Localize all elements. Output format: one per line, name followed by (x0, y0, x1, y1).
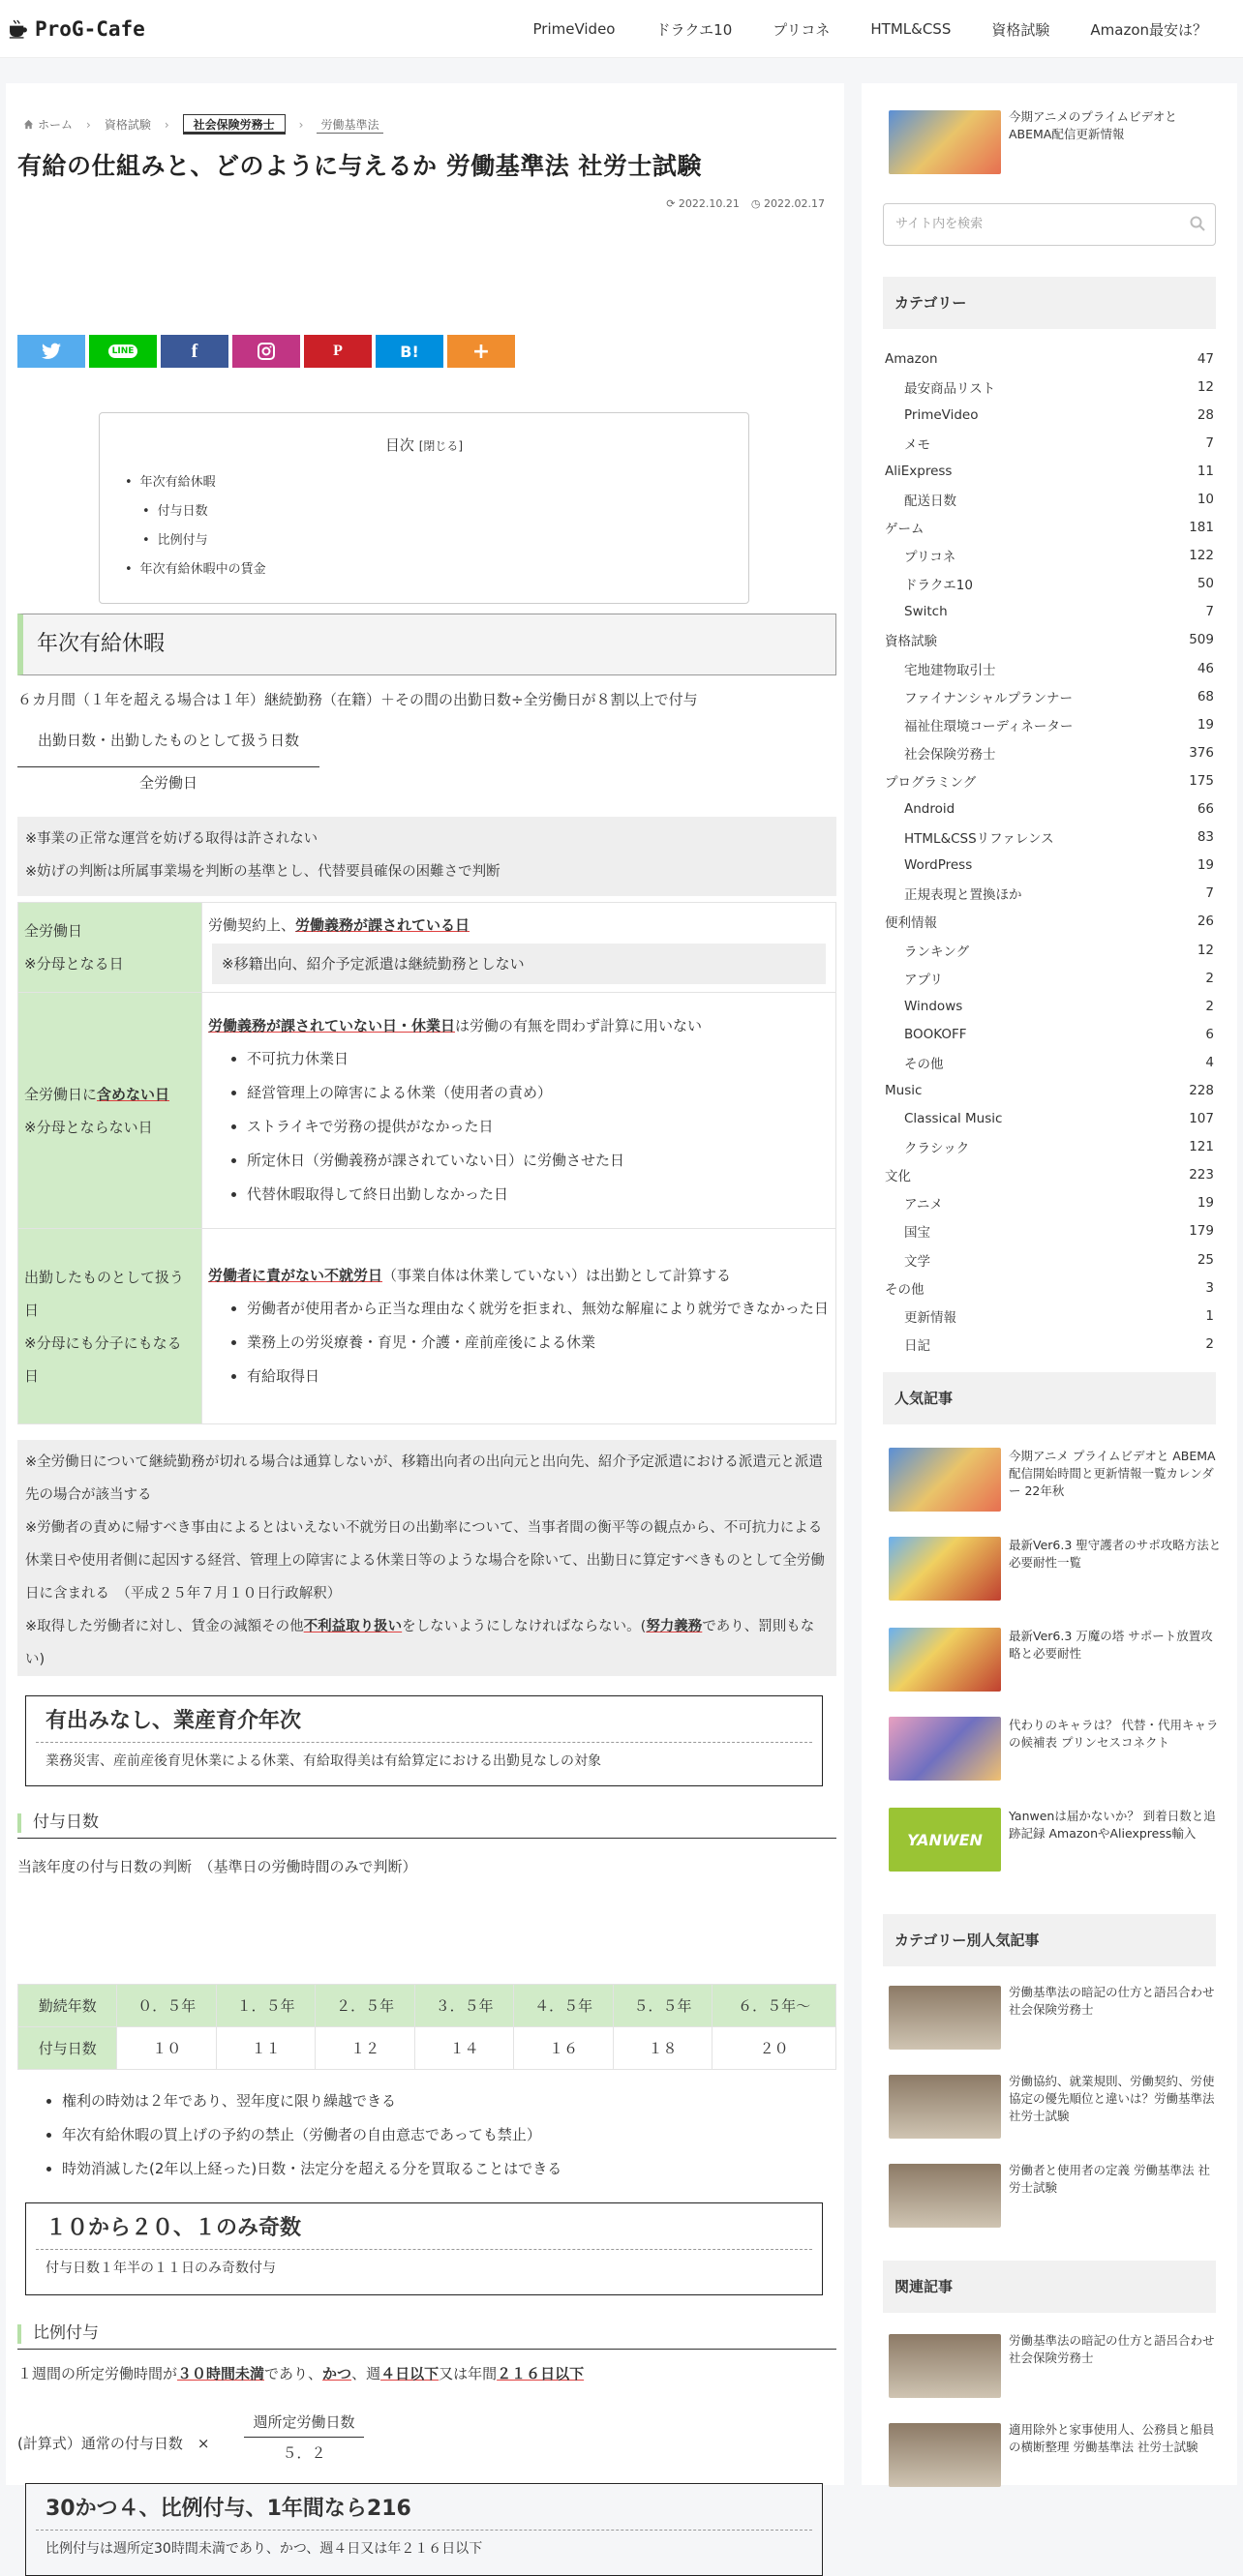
table-cell: ２０ (712, 2027, 836, 2070)
category-count: 28 (1197, 406, 1214, 423)
fraction-line (17, 766, 319, 767)
memo-body: 付与日数１年半の１１日のみ奇数付与 (45, 2261, 276, 2276)
post-dates (666, 197, 825, 210)
toc-item[interactable]: • 比例付与 (125, 526, 748, 555)
category-label: 資格試験 (885, 634, 937, 650)
list-item: • 労働者が使用者から正当な理由なく就労を拒まれ、無効な解雇により就労できなかった日 (247, 1292, 830, 1326)
top-post-title[interactable]: 今期アニメのプライムビデオと ABEMA配信更新情報 (1009, 109, 1177, 141)
category-label: その他 (885, 1281, 925, 1298)
main-nav (513, 0, 1228, 58)
facebook-share-button[interactable] (161, 335, 228, 368)
note-line: ※事業の正常な運営を妨げる取得は許されない (25, 831, 318, 847)
refresh-icon: ⟳ (666, 197, 679, 210)
category-item[interactable] (885, 429, 1214, 457)
category-label: アプリ (904, 972, 943, 988)
table-header-cell: 出勤したものとして扱う日 ※分母にも分子にもなる日 (18, 1229, 202, 1424)
fraction-denominator: 全労働日 (138, 774, 197, 792)
category-count: 509 (1189, 632, 1214, 648)
fraction-numerator: 出勤日数・出勤したものとして扱う日数 (37, 732, 299, 749)
table-cell: 労働契約上、労働義務が課されている日 ※移籍出向、紹介予定派遣は継続勤務としない (202, 903, 836, 993)
fraction-line (244, 2437, 364, 2438)
post-thumbnail[interactable]: YANWEN (889, 1808, 1001, 1872)
toc-item[interactable]: • 年次有給休暇 (125, 468, 748, 497)
category-item[interactable] (885, 542, 1214, 570)
category-item[interactable] (885, 738, 1214, 766)
search-input[interactable]: サイト内を検索 (883, 203, 1216, 246)
pinterest-share-button[interactable] (304, 335, 372, 368)
category-count: 46 (1197, 660, 1214, 676)
table-header-cell: 勤続年数 (18, 1985, 117, 2027)
section-heading-nenkyu: 年次有給休暇 (17, 614, 836, 675)
note-line: ※取得した労働者に対し、賃金の減額その他不利益取り扱いをしないようにしなければならない。(努力義務であり、罰則もない) (25, 1619, 815, 1667)
category-label: Android (904, 801, 955, 818)
note-line: ※労働者の責めに帰すべき事由によるとはいえない不就労日の出勤率について、当事者間の衡平等の観点から、不可抗力による休業日や使用者側に起因する経営、管理上の障害による休業日等のような場合を除いて、出勤日に算定すべきものとして全労働日に含まれる （平成２５年７月１０日行政解釈） (25, 1520, 825, 1602)
table-cell: １１ (216, 2027, 315, 2070)
category-item[interactable] (885, 373, 1214, 401)
category-count: 2 (1205, 970, 1214, 986)
category-label: 文学 (904, 1253, 930, 1270)
twitter-icon (42, 343, 61, 360)
more-share-button[interactable] (447, 335, 515, 368)
table-of-contents (99, 412, 749, 604)
category-item[interactable] (885, 401, 1214, 429)
category-label: 配送日数 (904, 494, 956, 510)
twitter-share-button[interactable] (17, 335, 85, 368)
category-label: Music (885, 1082, 923, 1098)
category-item[interactable] (885, 457, 1214, 485)
category-label: Amazon (885, 350, 938, 367)
table-cell: １４ (414, 2027, 513, 2070)
category-count: 66 (1197, 801, 1214, 818)
note-box (17, 1440, 836, 1676)
memo-body: 比例付与は週所定30時間未満であり、かつ、週４日又は年２１６日以下 (45, 2541, 483, 2557)
post-thumbnail[interactable] (889, 2334, 1001, 2398)
coffee-cup-icon (8, 18, 29, 40)
toc-list (125, 468, 748, 584)
category-label: 最安商品リスト (904, 380, 996, 397)
category-count: 6 (1205, 1026, 1214, 1042)
category-item[interactable] (885, 682, 1214, 710)
section-heading-hirei: 比例付与 (17, 2317, 836, 2350)
table-cell: ３．５年 (414, 1985, 513, 2027)
category-item[interactable] (885, 964, 1214, 992)
catpop-post-title[interactable]: 労働基準法の暗記の仕方と語呂合わせ 社会保険労務士 (1009, 1985, 1215, 2017)
category-label: 日記 (904, 1337, 930, 1354)
category-count: 4 (1205, 1054, 1214, 1070)
table-cell: １８ (613, 2027, 712, 2070)
popular-post-title[interactable]: 今期アニメ プライムビデオと ABEMA配信開始時間と更新情報一覧カレンダー 22年秋 (1009, 1449, 1216, 1498)
share-buttons (17, 335, 515, 368)
category-label: 福祉住環境コーディネーター (904, 718, 1074, 734)
post-thumbnail[interactable] (889, 110, 1001, 174)
table-cell: 労働義務が課されていない日・休業日は労働の有無を問わず計算に用いない • 不可抗力休業日 • 経営管理上の障害による休業（使用者の責め） • ストライキで労務の提供がなかった日 • 所定休日（労働義務が課されていない日）に労働させた日 • 代替休暇取得して終日出勤しなかった日 (202, 993, 836, 1229)
category-count: 50 (1197, 576, 1214, 592)
category-count: 25 (1197, 1251, 1214, 1268)
table-header-cell: 全労働日 ※分母となる日 (18, 903, 202, 993)
list-item: • 時効消滅した(2年以上経った)日数・法定分を超える分を買取ることはできる (62, 2152, 561, 2186)
toc-item[interactable]: • 年次有給休暇中の賃金 (125, 555, 748, 584)
nav-exam[interactable]: 資格試験 (991, 20, 1050, 39)
table-row (18, 1985, 836, 2027)
note-box (17, 817, 836, 896)
line-icon: LINE (108, 344, 138, 358)
category-label: 更新情報 (904, 1309, 956, 1326)
clock-icon: ◷ (750, 197, 765, 210)
list-item: • 権利の時効は２年であり、翌年度に限り繰越できる (62, 2084, 561, 2118)
category-item[interactable] (885, 1330, 1214, 1358)
popular-post-title[interactable]: 最新Ver6.3 万魔の塔 サポート放置攻略と必要耐性 (1009, 1629, 1213, 1661)
toc-header (100, 434, 748, 455)
category-item[interactable] (885, 880, 1214, 908)
category-count: 223 (1189, 1167, 1214, 1183)
workday-table (17, 902, 836, 1424)
section1-lead: ６カ月間（１年を超える場合は１年）継続勤務（在籍）＋その間の出勤日数÷全労働日が８割以上で付与 (17, 691, 698, 708)
logo-text: ProG-Cafe (35, 17, 145, 41)
category-item[interactable] (885, 1161, 1214, 1189)
catpop-post-title[interactable]: 労働者と使用者の定義 労働基準法 社労士試験 (1009, 2163, 1210, 2195)
category-count: 19 (1197, 716, 1214, 733)
article-main (6, 83, 844, 2557)
section3-lead: １週間の所定労働時間が３０時間未満であり、かつ、週４日以下又は年間２１６日以下 (17, 2365, 585, 2382)
category-item[interactable] (885, 1020, 1214, 1048)
category-item[interactable] (885, 1105, 1214, 1133)
chevron-right-icon: › (298, 117, 304, 132)
sidebar (862, 83, 1237, 2485)
section-heading-fuyo: 付与日数 (17, 1806, 836, 1839)
inner-note: ※移籍出向、紹介予定派遣は継続勤務としない (212, 944, 826, 984)
table-cell: １６ (514, 2027, 613, 2070)
nav-priconne[interactable]: プリコネ (773, 20, 831, 39)
category-count: 376 (1189, 744, 1214, 761)
category-label: Classical Music (904, 1111, 1003, 1127)
category-item[interactable] (885, 485, 1214, 513)
table-cell: ６．５年～ (712, 1985, 836, 2027)
category-label: プリコネ (904, 550, 956, 566)
category-item[interactable] (885, 1273, 1214, 1302)
home-icon (23, 119, 34, 130)
table-cell: ４．５年 (514, 1985, 613, 2027)
related-post-title[interactable]: 適用除外と家事使用人、公務員と船員の横断整理 労働基準法 社労士試験 (1009, 2422, 1215, 2454)
post-thumbnail[interactable] (889, 1628, 1001, 1692)
list-item: • 代替休暇取得して終日出勤しなかった日 (247, 1178, 830, 1212)
catpop-widget-title: カテゴリー別人気記事 (883, 1914, 1216, 1966)
list-item: • 有給取得日 (247, 1360, 830, 1393)
category-label: HTML&CSSリファレンス (904, 831, 1054, 848)
nav-amazon[interactable]: Amazon最安は？ (1090, 20, 1207, 39)
table-cell: １．５年 (216, 1985, 315, 2027)
post-thumbnail[interactable] (889, 2423, 1001, 2487)
formula-numerator: 週所定労働日数 (253, 2413, 355, 2431)
list-item: • 不可抗力休業日 (247, 1042, 830, 1076)
memo-box (25, 2202, 823, 2295)
category-count: 228 (1189, 1082, 1214, 1098)
instagram-icon (257, 342, 276, 361)
table-row (18, 993, 836, 1229)
category-label: 便利情報 (885, 915, 937, 932)
category-item[interactable] (885, 992, 1214, 1020)
toc-toggle[interactable]: [閉じる] (418, 439, 464, 453)
category-count: 83 (1197, 829, 1214, 846)
nav-dq10[interactable]: ドラクエ10 (655, 20, 733, 39)
post-thumbnail[interactable] (889, 1448, 1001, 1512)
memo-box (25, 2483, 823, 2576)
memo-title: 30かつ４、比例付与、1年間なら216 (36, 2484, 812, 2531)
toc-title: 目次 (384, 436, 414, 454)
site-logo[interactable] (8, 14, 145, 45)
memo-title: 有出みなし、業産育介年次 (36, 1696, 812, 1743)
grant-days-table (17, 1984, 836, 2070)
deemed-list (247, 1292, 830, 1393)
section2-lead: 当該年度の付与日数の判断 （基準日の労働時間のみで判断） (17, 1858, 417, 1875)
category-count: 7 (1205, 604, 1214, 620)
memo-title: １０から２０、１のみ奇数 (36, 2203, 812, 2250)
list-item: • 経営管理上の障害による休業（使用者の責め） (247, 1076, 830, 1110)
table-cell: ０．５年 (117, 1985, 216, 2027)
table-cell: 労働者に責がない不就労日（事業自体は休業していない）は出勤として計算する • 労働者が使用者から正当な理由なく就労を拒まれ、無効な解雇により就労できなかった日 • 業務上の労災療養・育児・介護・産前産後による休業 • 有給取得日 (202, 1229, 836, 1424)
list-item: • 年次有給休暇の買上げの予約の禁止（労働者の自由意志であっても禁止） (62, 2118, 561, 2152)
hatena-icon: B! (400, 342, 419, 361)
category-count: 1 (1205, 1307, 1214, 1324)
post-thumbnail[interactable] (889, 2164, 1001, 2228)
category-item[interactable] (885, 570, 1214, 598)
hatena-share-button[interactable] (376, 335, 443, 368)
category-label: アニメ (904, 1197, 943, 1213)
chevron-right-icon: › (164, 117, 169, 132)
category-count: 11 (1197, 463, 1214, 479)
category-count: 107 (1189, 1111, 1214, 1127)
category-item[interactable] (885, 626, 1214, 654)
category-count: 175 (1189, 772, 1214, 789)
category-label: Windows (904, 998, 963, 1014)
toc-item[interactable]: • 付与日数 (125, 497, 748, 526)
category-item[interactable] (885, 1048, 1214, 1076)
category-count: 12 (1197, 378, 1214, 395)
category-label: Switch (904, 604, 948, 620)
category-label: その他 (904, 1056, 944, 1072)
post-thumbnail[interactable] (889, 1717, 1001, 1781)
table-cell: １２ (316, 2027, 414, 2070)
category-label: 文化 (885, 1169, 911, 1185)
category-count: 122 (1189, 548, 1214, 564)
category-item[interactable] (885, 1133, 1214, 1161)
category-item[interactable] (885, 1302, 1214, 1330)
category-label: WordPress (904, 857, 973, 874)
category-count: 10 (1197, 492, 1214, 508)
breadcrumb-home[interactable]: ホーム (38, 118, 74, 132)
category-item[interactable] (885, 344, 1214, 373)
category-label: ランキング (904, 944, 970, 960)
post-thumbnail[interactable] (889, 2075, 1001, 2139)
category-label: BOOKOFF (904, 1026, 967, 1042)
category-label: 国宝 (904, 1225, 930, 1242)
category-item[interactable] (885, 1189, 1214, 1217)
category-label: PrimeVideo (904, 406, 979, 423)
category-count: 19 (1197, 857, 1214, 874)
category-item[interactable] (885, 936, 1214, 964)
category-item[interactable] (885, 824, 1214, 852)
related-post-title[interactable]: 労働基準法の暗記の仕方と語呂合わせ 社会保険労務士 (1009, 2333, 1215, 2365)
category-label: 正規表現と置換ほか (904, 887, 1022, 904)
nav-htmlcss[interactable]: HTML&CSS (870, 20, 952, 38)
breadcrumb (23, 114, 383, 135)
table-header-cell: 付与日数 (18, 2027, 117, 2070)
table-cell: ５．５年 (613, 1985, 712, 2027)
table-row (18, 903, 836, 993)
category-label: プログラミング (885, 774, 977, 791)
facebook-icon: f (191, 340, 198, 362)
pinterest-icon: P (333, 343, 343, 359)
chevron-right-icon: › (86, 117, 91, 132)
category-item[interactable] (885, 1245, 1214, 1273)
category-count: 47 (1197, 350, 1214, 367)
category-item[interactable] (885, 598, 1214, 626)
page-title: 有給の仕組みと、どのように与えるか 労働基準法 社労士試験 (17, 152, 702, 180)
catpop-post-title[interactable]: 労働協約、就業規則、労働契約、労使協定の優先順位と違いは？労働基準法 社労士試験 (1009, 2074, 1215, 2123)
category-list (885, 344, 1214, 1358)
category-count: 3 (1205, 1279, 1214, 1296)
category-label: ゲーム (885, 522, 925, 538)
category-label: ドラクエ10 (904, 578, 973, 594)
note-line: ※妨げの判断は所属事業場を判断の基準とし、代替要員確保の困難さで判断 (25, 864, 500, 880)
table-row (18, 1229, 836, 1424)
category-count: 26 (1197, 914, 1214, 930)
breadcrumb-sharoushi[interactable]: 社会保険労務士 (183, 114, 286, 135)
nav-primevideo[interactable]: PrimeVideo (532, 20, 616, 38)
related-widget-title: 関連記事 (883, 2261, 1216, 2313)
category-widget-title: カテゴリー (883, 277, 1216, 329)
formula-denominator: ５．２ (282, 2444, 326, 2462)
memo-body: 業務災害、産前産後育児休業による休業、有給取得美は有給算定における出勤見なしの対象 (45, 1753, 601, 1769)
list-item: • 所定休日（労働義務が課されていない日）に労働させた日 (247, 1144, 830, 1178)
category-item[interactable] (885, 514, 1214, 542)
category-count: 179 (1189, 1223, 1214, 1240)
category-item[interactable] (885, 1217, 1214, 1245)
list-item: • ストライキで労務の提供がなかった日 (247, 1110, 830, 1144)
category-count: 2 (1205, 998, 1214, 1014)
formula-label: (計算式）通常の付与日数 × (17, 2435, 210, 2452)
grant-notes-list (62, 2084, 561, 2186)
table-cell: １０ (117, 2027, 216, 2070)
category-count: 68 (1197, 688, 1214, 704)
popular-widget-title: 人気記事 (883, 1372, 1216, 1424)
category-label: AliExpress (885, 463, 953, 479)
post-thumbnail[interactable] (889, 1537, 1001, 1601)
memo-box (25, 1695, 823, 1786)
category-item[interactable] (885, 908, 1214, 936)
breadcrumb-labor[interactable]: 労働基準法 (317, 116, 382, 134)
note-line: ※全労働日について継続勤務が切れる場合は通算しないが、移籍出向者の出向元と出向先、紹介予定派遣における派遣元と派遣先の場合が該当する (25, 1454, 823, 1503)
list-item: • 業務上の労災療養・育児・介護・産前産後による休業 (247, 1326, 830, 1360)
category-count: 121 (1189, 1139, 1214, 1155)
popular-post-title[interactable]: 代わりのキャラは？ 代替・代用キャラの候補表 プリンセスコネクト (1009, 1718, 1219, 1750)
popular-post-title[interactable]: 最新Ver6.3 聖守護者のサポ攻略方法と必要耐性一覧 (1009, 1538, 1222, 1570)
post-thumbnail[interactable] (889, 1986, 1001, 2050)
table-row (18, 2027, 836, 2070)
category-item[interactable] (885, 1076, 1214, 1104)
category-label: メモ (904, 436, 930, 453)
category-item[interactable] (885, 852, 1214, 880)
breadcrumb-exam[interactable]: 資格試験 (104, 118, 151, 132)
category-item[interactable] (885, 795, 1214, 824)
plus-icon: + (471, 339, 491, 364)
category-label: ファイナンシャルプランナー (904, 690, 1073, 706)
instagram-share-button[interactable] (232, 335, 300, 368)
category-count: 7 (1205, 434, 1214, 451)
site-header (0, 0, 1243, 58)
category-item[interactable] (885, 766, 1214, 794)
category-count: 2 (1205, 1335, 1214, 1352)
line-share-button[interactable] (89, 335, 157, 368)
search-icon[interactable] (1190, 216, 1205, 231)
category-item[interactable] (885, 654, 1214, 682)
category-count: 12 (1197, 942, 1214, 958)
updated-date: ⟳ 2022.10.21 (666, 197, 740, 210)
popular-post-title[interactable]: Yanwenは届かないか？ 到着日数と追跡記録 AmazonやAliexpress輸入 (1009, 1809, 1216, 1841)
table-header-cell: 全労働日に含めない日 ※分母とならない日 (18, 993, 202, 1229)
category-label: クラシック (904, 1141, 970, 1157)
category-count: 181 (1189, 520, 1214, 536)
category-count: 7 (1205, 885, 1214, 902)
category-item[interactable] (885, 710, 1214, 738)
category-label: 宅地建物取引士 (904, 662, 996, 678)
excluded-list (247, 1042, 830, 1212)
category-count: 19 (1197, 1195, 1214, 1212)
table-cell: ２．５年 (316, 1985, 414, 2027)
published-date: ◷ 2022.02.17 (750, 197, 825, 210)
category-label: 社会保険労務士 (904, 746, 996, 763)
